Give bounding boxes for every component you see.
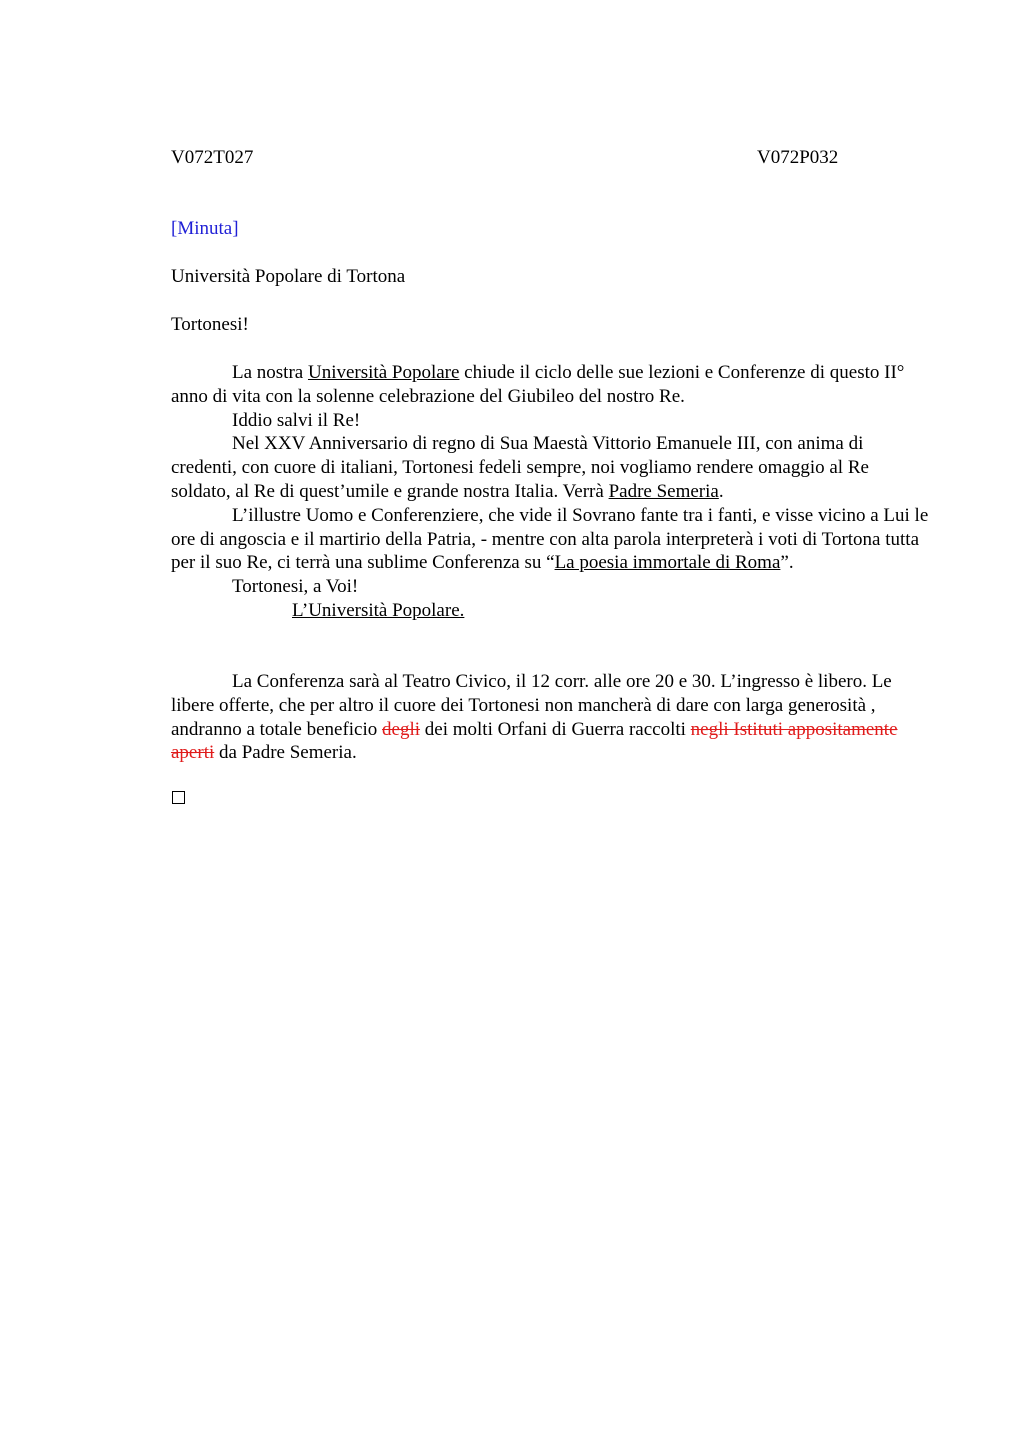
paragraph-speaker: L’illustre Uomo e Conferenziere, che vide il Sovrano fante tra i fanti, e visse vicino a Lui le ore di angoscia e il martirio della Patria, - mentre con alta parola interpreterà i voti di Tortona tutta per il suo Re, ci terrà una sublime Conferenza su “La poesia immortale di Roma”. bbox=[171, 504, 929, 574]
checkbox-outline-icon bbox=[172, 791, 185, 804]
deleted-text-degli: degli bbox=[382, 718, 421, 740]
signature: L’Università Popolare. bbox=[292, 599, 465, 621]
document-code-left: V072T027 bbox=[171, 147, 254, 168]
minuta-annotation: [Minuta] bbox=[171, 218, 239, 239]
letter-body bbox=[171, 361, 931, 623]
document-code-right: V072P032 bbox=[757, 147, 839, 168]
paragraph-toast: Iddio salvi il Re! bbox=[232, 409, 361, 431]
deleted-text-istituti: negli Istituti appositamente aperti bbox=[171, 718, 898, 764]
paragraph-intro: La nostra Università Popolare chiude il ciclo delle sue lezioni e Conferenze di questo II° anno di vita con la solenne celebrazione del Giubileo del nostro Re. bbox=[171, 362, 905, 407]
conference-notice bbox=[171, 670, 931, 765]
paragraph-anniversary: Nel XXV Anniversario di regno di Sua Maestà Vittorio Emanuele III, con anima di credenti, con cuore di italiani, Tortonesi fedeli sempre, noi vogliamo rendere omaggio al Re soldato, al Re di quest’umile e grande nostra Italia. Verrà Padre Semeria. bbox=[171, 433, 869, 502]
underlined-university: Università Popolare bbox=[307, 362, 460, 383]
underlined-conference-title: La poesia immortale di Roma bbox=[554, 552, 781, 574]
organization-name: Università Popolare di Tortona bbox=[171, 266, 406, 287]
greeting: Tortonesi! bbox=[171, 314, 249, 335]
underlined-padre-semeria: Padre Semeria bbox=[608, 480, 719, 502]
notice-paragraph: La Conferenza sarà al Teatro Civico, il 12 corr. alle ore 20 e 30. L’ingresso è libero. Le libere offerte, che per altro il cuore dei Tortonesi non mancherà di dare con larga generosità , andranno a totale beneficio degli dei molti Orfani di Guerra raccolti negli Istituti appositamente aperti da Padre Semeria. bbox=[171, 671, 898, 764]
paragraph-closing: Tortonesi, a Voi! bbox=[232, 576, 359, 598]
